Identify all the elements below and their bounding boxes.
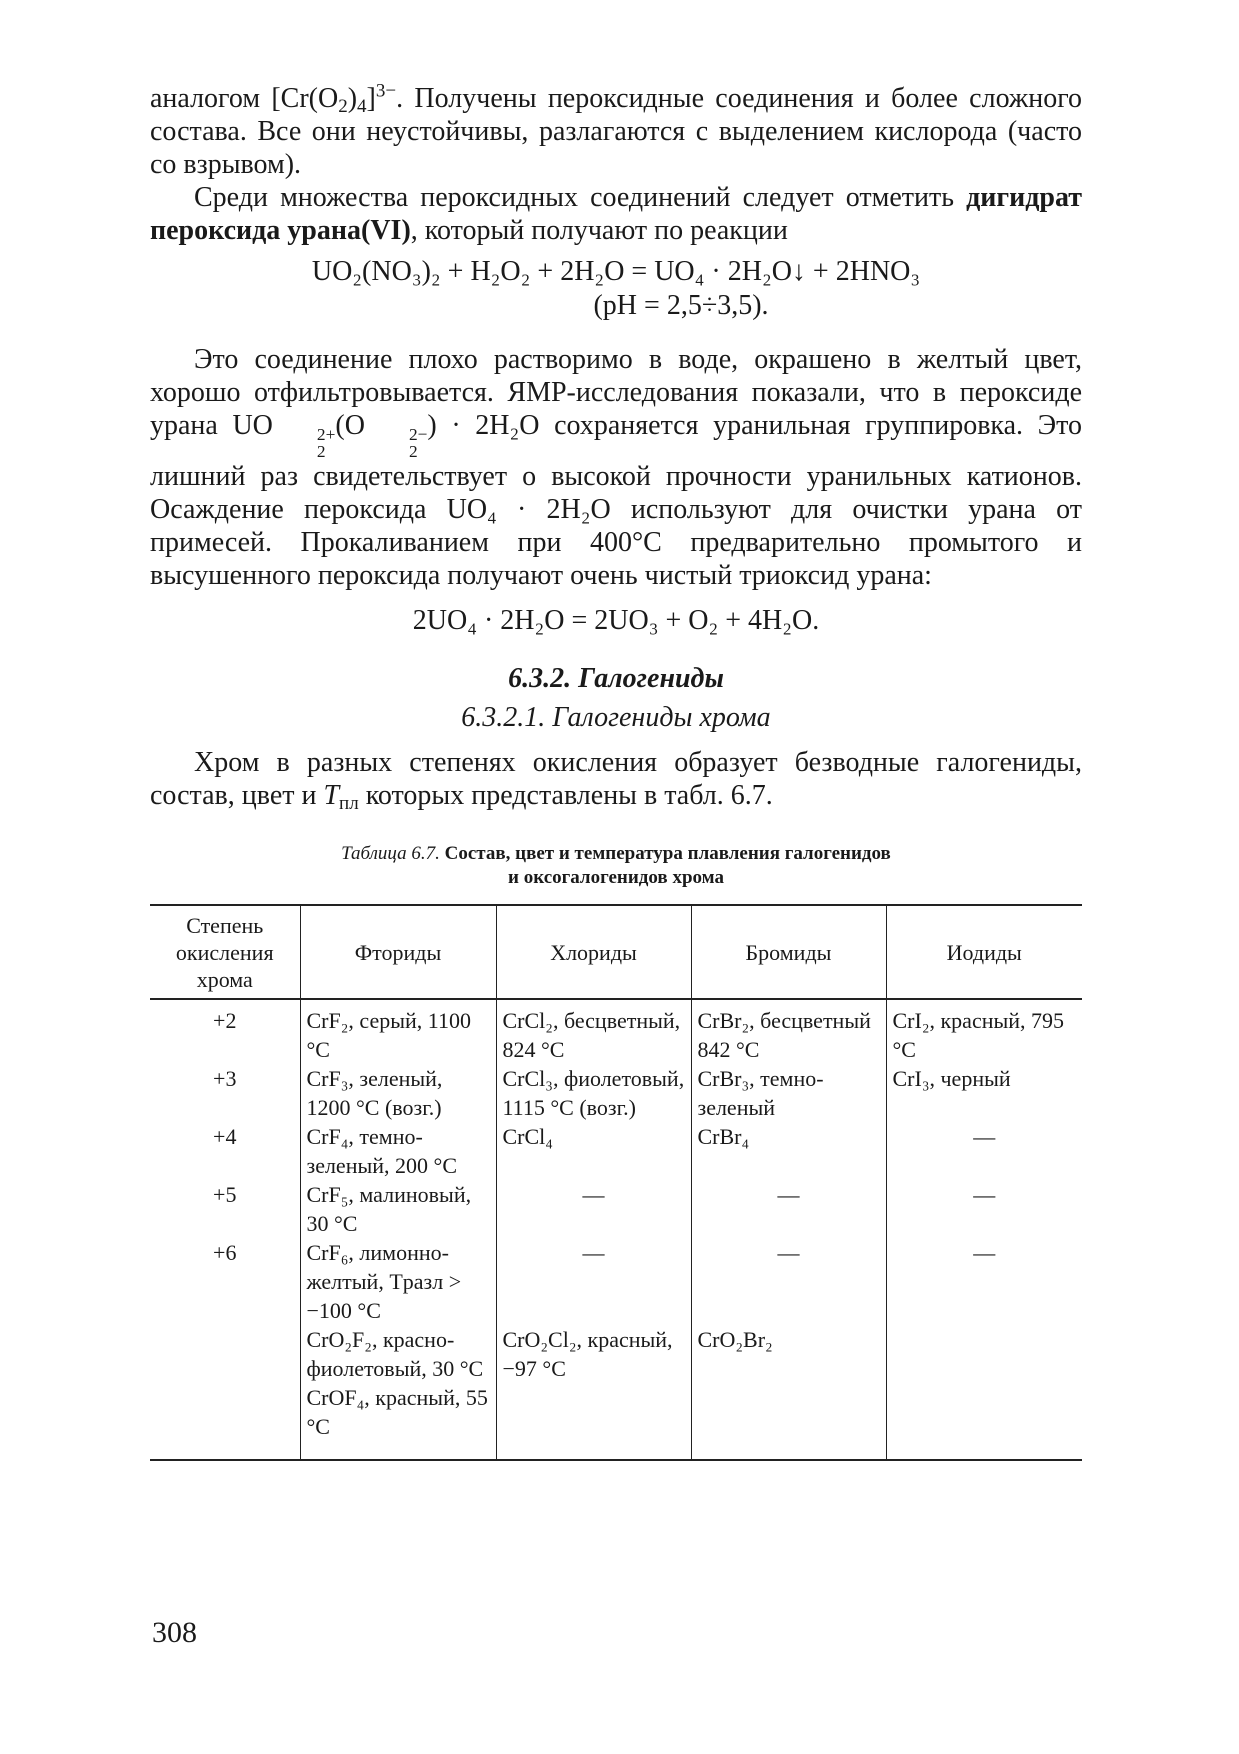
table-cell: +4 — [213, 1124, 237, 1150]
index-sub: 2 — [408, 441, 418, 461]
table-cell: CrF₆, лимонно-желтый, Tразл > −100 °C — [300, 1238, 496, 1325]
table-cell: +5 — [213, 1182, 237, 1208]
table-cell: CrF₅, малиновый, 30 °C — [300, 1180, 496, 1238]
table-cell — [150, 1325, 300, 1459]
supsub-peroxide — [365, 427, 427, 460]
table-cell: CrO₂Br₂ — [691, 1325, 886, 1459]
para1-charge: 3− — [375, 80, 397, 102]
table-cell: +6 — [213, 1240, 237, 1266]
caption-label: Таблица 6.7. — [341, 843, 440, 865]
temperature-sub: пл — [339, 792, 359, 814]
para1-text: ] — [366, 83, 376, 114]
table-row — [150, 1122, 1082, 1180]
table-cell: CrCl₃, фиолетовый, 1115 °C (возг.) — [496, 1064, 691, 1122]
table-cell: CrBr₄ — [691, 1122, 886, 1180]
page-number: 308 — [152, 1616, 197, 1649]
table-cell: — — [691, 1180, 886, 1238]
table-cell: — — [886, 1122, 1082, 1180]
para1-text: ) — [347, 83, 358, 114]
table-row — [150, 1064, 1082, 1122]
table-row — [150, 999, 1082, 1064]
equation-1-line-2: (pH = 2,5÷3,5). — [593, 290, 769, 321]
index-sub: 2 — [316, 441, 326, 461]
table-cell: CrBr₂, бесцветный 842 °C — [691, 999, 886, 1064]
table-cell: — — [691, 1238, 886, 1325]
equation-2: 2UO₄ · 2H₂O = 2UO₃ + O₂ + 4H₂O. — [412, 605, 820, 637]
table-cell: CrF₂, серый, 1100 °C — [300, 999, 496, 1064]
section-title: 6.3.2. Галогениды — [508, 663, 724, 695]
table-cell: CrI₂, красный, 795 °C — [886, 999, 1082, 1064]
para1-sub: 2 — [338, 95, 348, 117]
table-cell: CrCl₂, бесцветный, 824 °C — [496, 999, 691, 1064]
header-bromides: Бромиды — [691, 905, 886, 999]
para1-sub: 4 — [357, 95, 367, 117]
table-cell: — — [496, 1180, 691, 1238]
table-cell: +2 — [213, 1008, 237, 1034]
halides-table-wrap — [150, 904, 1082, 1461]
table-cell: CrBr₃, темно-зеленый — [691, 1064, 886, 1122]
header-oxidation-state: Степень окисления хрома — [175, 912, 274, 992]
table-cell: CrF₄, темно-зеленый, 200 °C — [300, 1122, 496, 1180]
table-caption — [150, 842, 1082, 890]
para2-text: , который получают по реакции — [410, 215, 788, 246]
table-cell: CrI₃, черный — [886, 1064, 1082, 1122]
table-cell: CrCl₄ — [496, 1122, 691, 1180]
table-row — [150, 1325, 1082, 1459]
paragraph-1 — [150, 82, 1082, 181]
charge-sup: 2+ — [316, 425, 336, 445]
caption-text: и оксогалогенидов хрома — [508, 867, 724, 889]
para3-text: Это соединение плохо растворимо в воде, окрашено в желтый цвет, хорошо отфильтровывается. ЯМР-исследования показали, что в пероксиде урана UO — [150, 344, 1082, 441]
table-cell — [886, 1325, 1082, 1459]
text-column — [150, 82, 1082, 1461]
table-cell: +3 — [213, 1066, 237, 1092]
table-header-row — [150, 905, 1082, 999]
para1-text: . Получены пероксидные соединения и более сложного состава. Все они неустойчивы, разлагаются с выделением кислорода (часто со взрывом). — [150, 83, 1082, 180]
table-cell: — — [496, 1238, 691, 1325]
table-cell: CrO₂Cl₂, красный, −97 °C — [496, 1325, 691, 1459]
table-cell: CrO₂F₂, красно-фиолетовый, 30 °C CrOF₄, красный, 55 °C — [300, 1325, 496, 1459]
caption-text: Состав, цвет и температура плавления галогенидов — [444, 843, 891, 865]
table-cell: CrF₃, зеленый, 1200 °C (возг.) — [300, 1064, 496, 1122]
para3-text: ) · 2H₂O сохраняется уранильная группировка. Это лишний раз свидетельствует о высокой прочности уранильных катионов. Осаждение пероксида UO₄ · 2H₂O используют для очистки урана от примесей. Прокаливанием при 400°С предварительно промытого и высушенного пероксида получают очень чистый триоксид урана: — [150, 410, 1082, 592]
header-fluorides: Фториды — [300, 905, 496, 999]
para1-text: аналогом [Cr(O — [150, 83, 339, 114]
paragraph-2 — [150, 181, 1082, 247]
charge-sup: 2− — [408, 425, 428, 445]
para2-text: Среди множества пероксидных соединений следует отметить — [194, 182, 967, 213]
header-iodides: Иодиды — [886, 905, 1082, 999]
paragraph-4 — [150, 746, 1082, 812]
header-chlorides: Хлориды — [496, 905, 691, 999]
equation-1-line-1: UO₂(NO₃)₂ + H₂O₂ + 2H₂O = UO₄ · 2H₂O↓ + 2HNO₃ — [311, 256, 921, 287]
temperature-symbol: T — [323, 780, 340, 812]
table-cell: — — [886, 1180, 1082, 1238]
table-cell: — — [886, 1238, 1082, 1325]
para2-bold-term: дигидрат пероксида урана(VI) — [150, 182, 1082, 246]
subsection-title: 6.3.2.1. Галогениды хрома — [461, 702, 771, 734]
table-row — [150, 1180, 1082, 1238]
table-row — [150, 1238, 1082, 1325]
paragraph-3 — [150, 343, 1082, 592]
para3-text: (O — [335, 410, 365, 441]
halides-table — [150, 904, 1082, 1459]
supsub-uranyl — [273, 427, 335, 460]
para4-text: Хром в разных степенях окисления образует безводные галогениды, состав, цвет и — [150, 747, 1082, 812]
para4-text: которых представлены в табл. 6.7. — [358, 780, 773, 812]
